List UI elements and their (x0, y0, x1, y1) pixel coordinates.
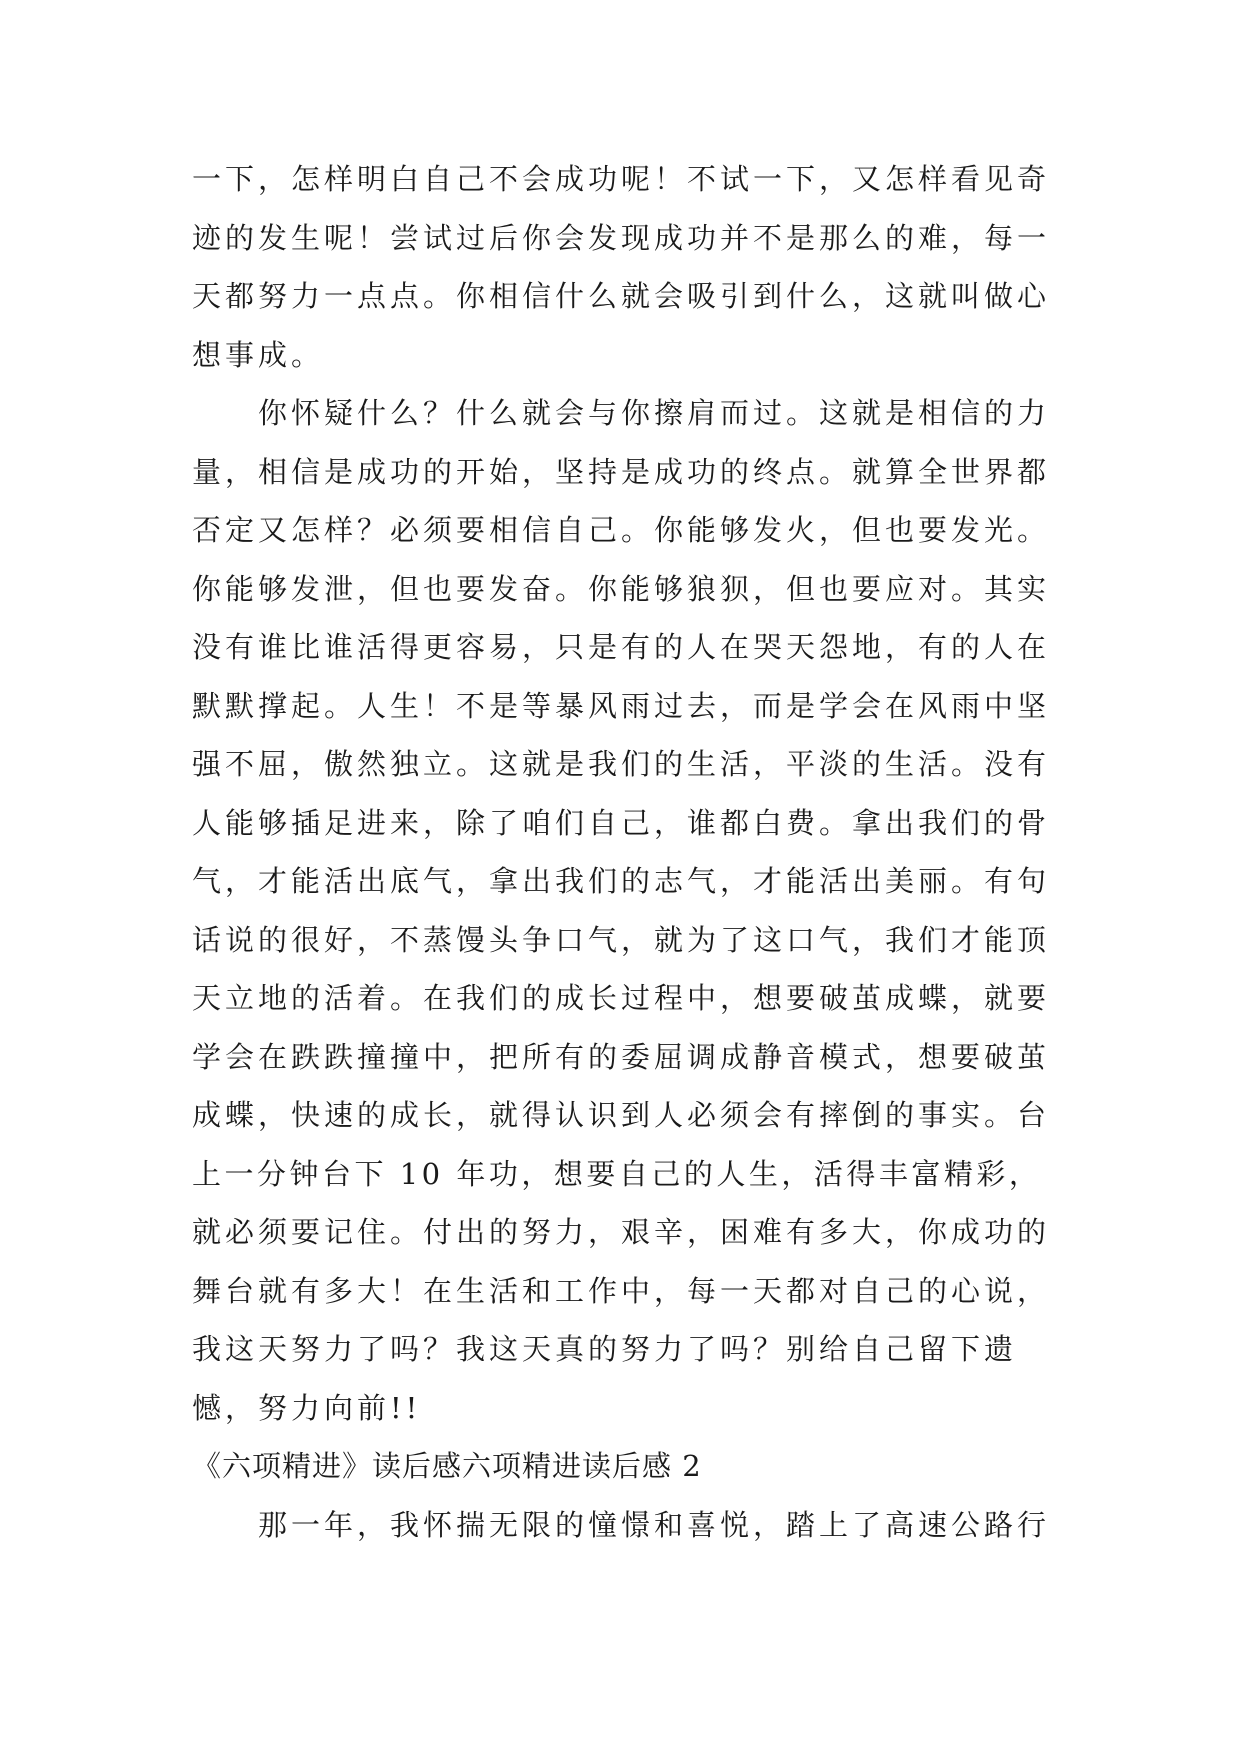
text-line: 没有谁比谁活得更容易，只是有的人在哭天怨地，有的人在 (192, 630, 1051, 664)
text-line: 否定又怎样？必须要相信自己。你能够发火，但也要发光。 (192, 513, 1051, 547)
text-line: 话说的很好，不蒸馒头争口气，就为了这口气，我们才能顶 (192, 922, 1051, 957)
text-line: 天都努力一点点。你相信什么就会吸引到什么，这就叫做心 (192, 279, 1051, 313)
text-line: 天立地的活着。在我们的成长过程中，想要破茧成蝶，就要 (192, 981, 1051, 1015)
text-line: 学会在跌跌撞撞中，把所有的委屈调成静音模式，想要破茧 (192, 1039, 1051, 1074)
text-line: 一下，怎样明白自己不会成功呢！不试一下，又怎样看见奇 (192, 162, 1051, 196)
paragraph-first-line: 你怀疑什么？什么就会与你擦肩而过。这就是相信的力 (258, 396, 1051, 430)
text-line: 量，相信是成功的开始，坚持是成功的终点。就算全世界都 (192, 454, 1051, 489)
text-line: 舞台就有多大！在生活和工作中，每一天都对自己的心说， (192, 1273, 1051, 1308)
text-line: 你能够发泄，但也要发奋。你能够狼狈，但也要应对。其实 (192, 571, 1051, 606)
text-line: 上一分钟台下 10 年功，想要自己的人生，活得丰富精彩， (192, 1156, 1042, 1191)
paragraph-first-line: 那一年，我怀揣无限的憧憬和喜悦，踏上了高速公路行 (258, 1507, 1051, 1542)
document-body (192, 150, 1052, 1554)
text-line: 人能够插足进来，除了咱们自己，谁都白费。拿出我们的骨 (192, 805, 1051, 840)
text-line: 我这天努力了吗？我这天真的努力了吗？别给自己留下遗 (192, 1332, 1018, 1366)
text-line: 强不屈，傲然独立。这就是我们的生活，平淡的生活。没有 (192, 747, 1051, 781)
text-line: 成蝶，快速的成长，就得认识到人必须会有摔倒的事实。台 (192, 1098, 1051, 1132)
section-heading: 《六项精进》读后感六项精进读后感 2 (192, 1449, 702, 1483)
text-line: 默默撑起。人生！不是等暴风雨过去，而是学会在风雨中坚 (192, 688, 1051, 723)
text-line: 想事成。 (192, 337, 325, 372)
text-line: 迹的发生呢！尝试过后你会发现成功并不是那么的难，每一 (192, 220, 1051, 255)
text-line: 气，才能活出底气，拿出我们的志气，才能活出美丽。有句 (192, 864, 1051, 898)
text-line: 憾，努力向前!! (192, 1390, 422, 1425)
text-line: 就必须要记住。付出的努力，艰辛，困难有多大，你成功的 (192, 1215, 1051, 1249)
